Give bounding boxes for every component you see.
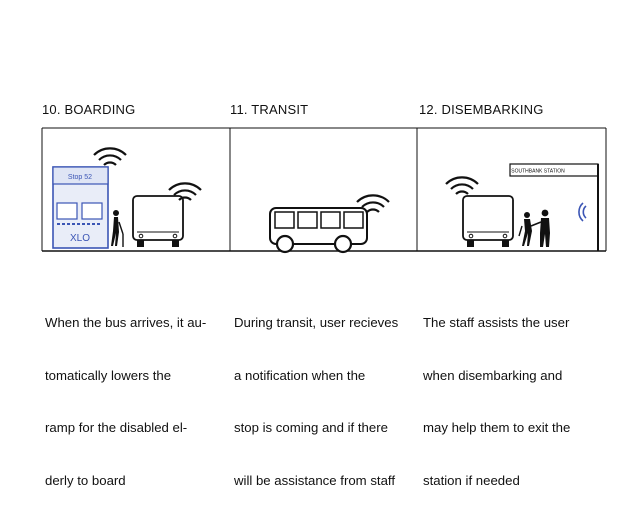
- stop-signal-icon: [94, 148, 126, 165]
- bus-side-icon: [270, 208, 367, 252]
- step-12-title: 12. DISEMBARKING: [419, 102, 544, 117]
- caption-line: When the bus arrives, it au-: [45, 315, 207, 330]
- step-10-caption: [45, 279, 206, 507]
- stop-sign-label: Stop 52: [67, 174, 93, 181]
- stop-logo: XLO: [69, 233, 91, 244]
- staff-assisting-passenger-icon: [519, 210, 550, 247]
- step-11-title: 11. TRANSIT: [230, 102, 309, 117]
- caption-line: may help them to exit the: [423, 420, 571, 435]
- caption-line: station if needed: [423, 472, 520, 488]
- caption-line: ramp for the disabled el-: [45, 420, 188, 435]
- step-10-title: 10. BOARDING: [42, 102, 136, 117]
- bus-rear-icon: [133, 196, 183, 247]
- step-11-caption: [234, 279, 398, 507]
- arrival-signal-icon: [446, 177, 478, 194]
- bus-rear-icon-2: [463, 196, 513, 247]
- caption-line: will be assistance from staff: [234, 472, 395, 488]
- caption-line: tomatically lowers the: [45, 367, 172, 383]
- step-12-caption: [423, 279, 570, 507]
- caption-line: The staff assists the user: [423, 315, 570, 330]
- station-signal-icon: [579, 203, 586, 221]
- caption-line: stop is coming and if there: [234, 420, 388, 435]
- caption-line: derly to board: [45, 472, 126, 488]
- caption-line: During transit, user recieves: [234, 315, 399, 330]
- elderly-passenger-icon: [111, 210, 123, 247]
- caption-line: when disembarking and: [423, 367, 563, 383]
- caption-line: a notification when the: [234, 367, 366, 383]
- station-sign-label: SOUTHBANK STATION: [511, 168, 565, 175]
